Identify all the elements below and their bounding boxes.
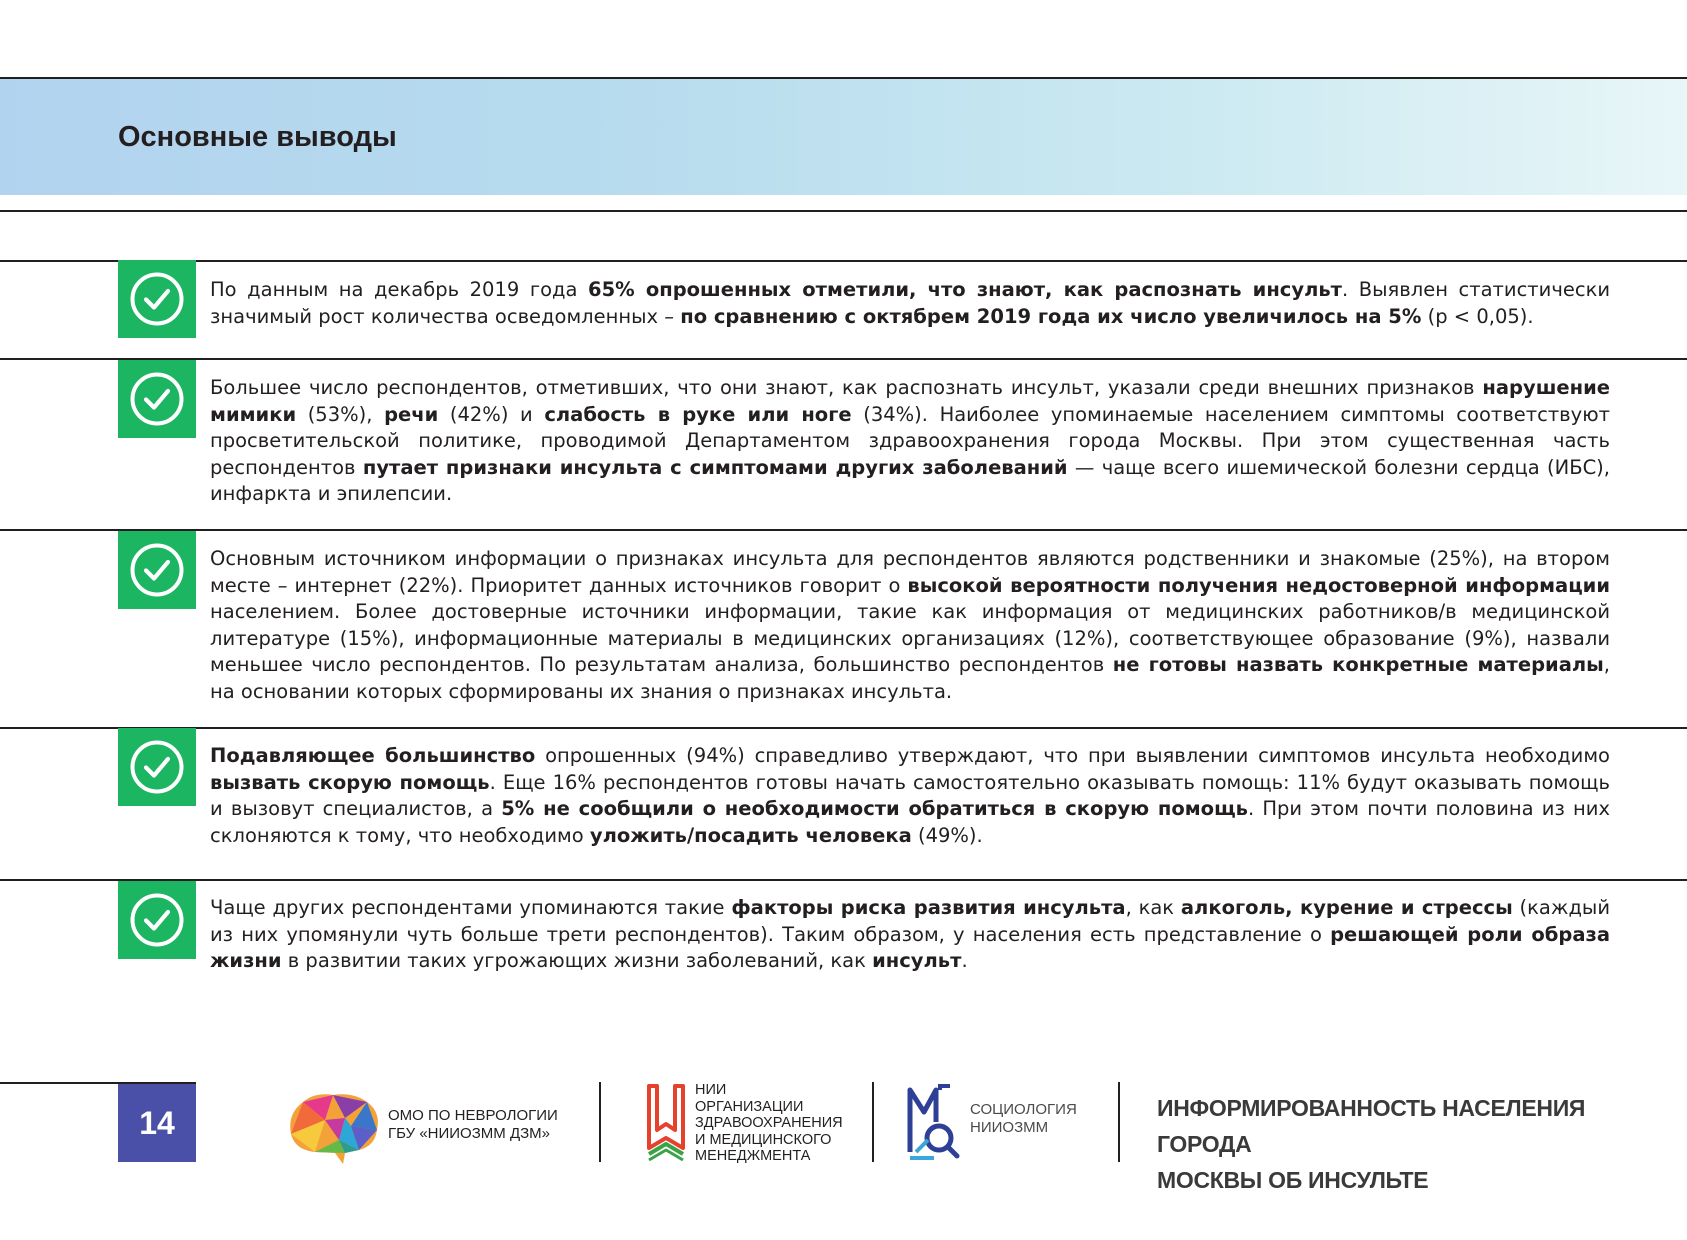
finding-highlight: вызвать скорую помощь <box>210 770 490 794</box>
check-circle-icon <box>118 531 196 609</box>
divider <box>0 727 1687 729</box>
footer-separator <box>1118 1082 1120 1162</box>
finding-highlight: по сравнению с октябрем 2019 года их число увеличилось на 5% <box>680 304 1422 328</box>
finding-highlight: 5% не сообщили о необходимости обратиться в скорую помощь <box>501 797 1248 821</box>
finding-segment: (49%). <box>911 823 983 847</box>
finding-segment: . При этом почти половина из них склоняются к тому, что необходимо <box>210 797 1610 847</box>
finding-text <box>210 546 1610 706</box>
check-circle-icon <box>118 360 196 438</box>
finding-segment: , на основании которых сформированы их знания о признаках инсульта. <box>210 653 1610 703</box>
finding-segment: опрошенных (94%) справедливо утверждают, что при выявлении симптомов инсульта необходимо <box>535 744 1610 767</box>
finding-highlight: не готовы назвать конкретные материалы <box>1112 653 1604 677</box>
logo-nii-text: НИИ ОРГАНИЗАЦИИ ЗДРАВООХРАНЕНИЯ И МЕДИЦИНСКОГО МЕНЕДЖМЕНТА <box>695 1082 843 1164</box>
check-circle-icon <box>118 728 196 806</box>
finding-text <box>210 743 1610 849</box>
footer-separator <box>872 1082 874 1162</box>
finding-highlight: речи <box>384 402 439 426</box>
finding-segment: Большее число респондентов, отметивших, что они знают, как распознать инсульт, указали среди внешних признаков <box>210 376 1483 399</box>
finding-highlight: решающей роли образа жизни <box>210 922 1610 973</box>
finding-segment: (p < 0,05). <box>1421 304 1534 328</box>
finding-highlight: путает признаки инсульта с симптомами других заболеваний <box>362 455 1068 479</box>
check-circle-icon <box>118 260 196 338</box>
finding-highlight: высокой вероятности получения недостоверной информации <box>907 573 1611 597</box>
finding-segment: Чаще других респондентами упоминаются такие <box>210 896 732 919</box>
finding-text <box>210 277 1610 330</box>
logo-sociology-text: СОЦИОЛОГИЯ НИИОЗММ <box>970 1101 1077 1136</box>
finding-highlight: нарушение мимики <box>210 376 1610 426</box>
finding-segment: . Выявлен статистически значимый рост количества осведомленных – <box>210 278 1611 328</box>
finding-segment: . <box>961 949 968 973</box>
divider <box>0 260 1687 262</box>
divider <box>0 358 1687 360</box>
finding-segment: — чаще всего ишемической болезни сердца (ИБС), инфаркта и эпилепсии. <box>210 455 1610 506</box>
brain-logo-icon <box>285 1090 385 1165</box>
finding-segment: , как <box>1125 896 1181 919</box>
finding-segment: По данным на декабрь 2019 года <box>210 278 588 301</box>
finding-segment: (42%) и <box>438 402 545 426</box>
finding-highlight: факторы риска развития инсульта <box>731 896 1126 919</box>
logo-neurology-text: ОМО ПО НЕВРОЛОГИИ ГБУ «НИИОЗММ ДЗМ» <box>388 1107 558 1142</box>
finding-highlight: слабость в руке или ноге <box>544 402 852 426</box>
page-number: 14 <box>118 1084 196 1162</box>
finding-highlight: 65% опрошенных отметили, что знают, как распознать инсульт <box>588 278 1342 301</box>
finding-segment: . Еще 16% респондентов готовы начать самостоятельно оказывать помощь: 11% будут оказывать помощь и вызовут специалистов, а <box>210 770 1610 821</box>
finding-highlight: Подавляющее большинство <box>210 744 536 767</box>
finding-segment: населением. Более достоверные источники информации, такие как информация от медицинских работников/в медицинской литературе (15%), информационные материалы в медицинских организациях (12%), соответствующее образование (9%), назвали меньшее число респондентов. По результатам анализа, большинство респондентов <box>210 600 1610 677</box>
divider <box>0 529 1687 531</box>
document-title: ИНФОРМИРОВАННОСТЬ НАСЕЛЕНИЯ ГОРОДА МОСКВЫ ОБ ИНСУЛЬТЕ <box>1157 1095 1586 1193</box>
magnifier-logo-icon <box>906 1082 960 1162</box>
finding-text <box>210 895 1610 975</box>
finding-segment: (53%), <box>296 402 385 426</box>
finding-highlight: инсульт <box>872 949 962 973</box>
divider <box>0 879 1687 881</box>
divider <box>0 210 1687 212</box>
finding-text <box>210 375 1610 508</box>
check-circle-icon <box>118 881 196 959</box>
finding-segment: (каждый из них упомянули чуть больше трети респондентов). Таким образом, у населения есть представление о <box>210 896 1610 946</box>
book-logo-icon <box>645 1082 687 1162</box>
finding-highlight: уложить/посадить человека <box>589 823 912 847</box>
finding-highlight: алкоголь, курение и стрессы <box>1180 896 1513 919</box>
page-title: Основные выводы <box>118 121 397 153</box>
footer-separator <box>599 1082 601 1162</box>
finding-segment: в развитии таких угрожающих жизни заболеваний, как <box>281 949 873 973</box>
finding-segment: Основным источником информации о признаках инсульта для респондентов являются родственники и знакомые (25%), на втором месте – интернет (22%). Приоритет данных источников говорит о <box>210 547 1610 597</box>
finding-segment: (34%). Наиболее упоминаемые населением симптомы соответствуют просветительской политике, проводимой Департаментом здравоохранения города Москвы. При этом существенная часть респондентов <box>210 402 1610 479</box>
